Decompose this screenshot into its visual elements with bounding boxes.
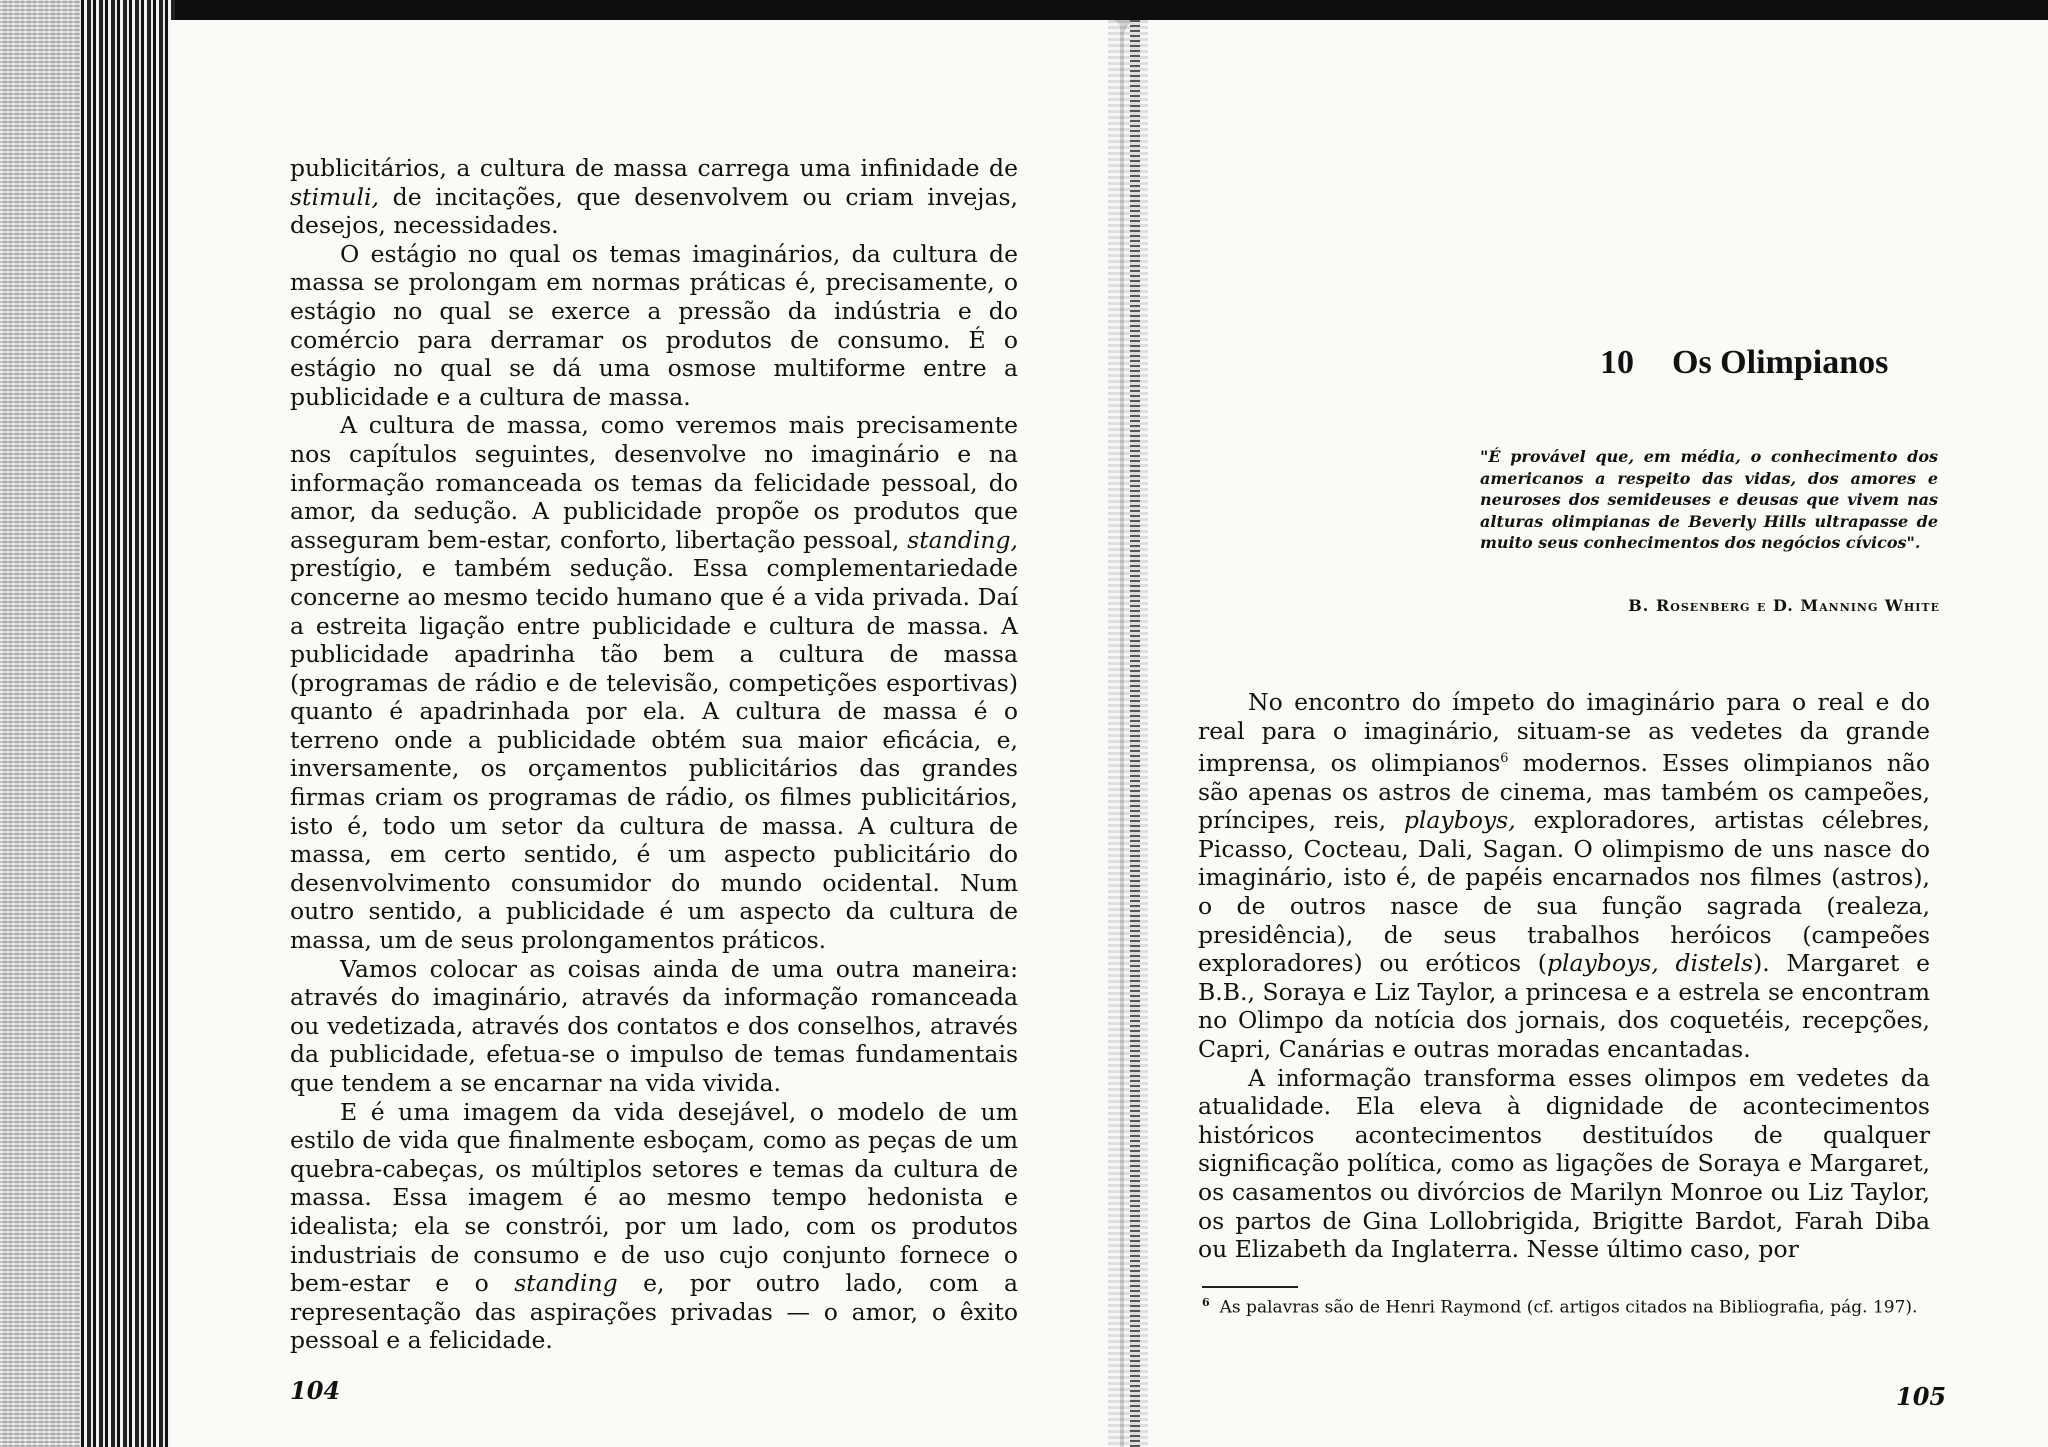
chapter-number: 10 bbox=[1600, 344, 1634, 381]
paragraph bbox=[1198, 688, 1930, 1064]
text-run: modernos. Esses olimpianos não são apenas os astros de cinema, mas também os campeões, príncipes, reis, bbox=[1198, 749, 1930, 835]
page-number-left: 104 bbox=[290, 1376, 341, 1405]
text-run: publicitários, a cultura de massa carrega uma infinidade de bbox=[290, 154, 1018, 182]
book-gutter bbox=[1108, 20, 1148, 1447]
footnote-text: As palavras são de Henri Raymond (cf. artigos citados na Bibliografia, pág. 197). bbox=[1219, 1297, 1918, 1318]
italic-text: standing bbox=[514, 1269, 618, 1298]
italic-text: playboys, bbox=[1403, 806, 1516, 835]
text-run: O estágio no qual os temas imaginários, da cultura de massa se prolongam em normas práticas é, precisamente, o estágio no qual se exerce a pressão da indústria e do comércio para derramar os produtos de consumo. É o estágio no qual se dá uma osmose multiforme entre a publicidade e a cultura de massa. bbox=[290, 239, 1018, 411]
paragraph bbox=[1198, 1064, 1930, 1264]
text-run: E é uma imagem da vida desejável, o modelo de um estilo de vida que finalmente esboçam, como as peças de um quebra-cabeças, os múltiplos setores e temas da cultura de massa. Essa imagem é ao mesmo tempo hedonista e idealista; ela se constrói, por um lado, com os produtos industriais de consumo e de uso cujo conjunto fornece o bem-estar e o bbox=[290, 1097, 1018, 1298]
footnote-rule bbox=[1202, 1286, 1298, 1288]
italic-text: standing, bbox=[907, 525, 1018, 554]
footnote-ref: 6 bbox=[1500, 751, 1509, 767]
footnote bbox=[1202, 1292, 1934, 1319]
text-run: ). Margaret e B.B., Soraya e Liz Taylor, a princesa e a estrela se encontram no Olimpo da notícia dos jornais, dos coquetéis, recepções, Capri, Canárias e outras moradas encantadas. bbox=[1198, 949, 1931, 1063]
text-run: e, por outro lado, com a representação das aspirações privadas — o amor, o êxito pessoal e a felicidade. bbox=[290, 1269, 1019, 1355]
book-edge-grain bbox=[0, 0, 80, 1447]
left-page-body bbox=[290, 154, 1018, 1355]
text-run: exploradores, artistas célebres, Picasso, Cocteau, Dali, Sagan. O olimpismo de uns nasce do imaginário, isto é, de papéis encarnados nos filmes (astros), o de outros nasce de sua função sagrada (realeza, presidência), de seus trabalhos heróicos (campeões exploradores) ou eróticos ( bbox=[1198, 806, 1930, 978]
paragraph bbox=[290, 411, 1018, 954]
chapter-title: Os Olimpianos bbox=[1672, 344, 1889, 381]
footnote-marker: 6 bbox=[1202, 1296, 1210, 1309]
text-run: prestígio, e também sedução. Essa complementariedade concerne ao mesmo tecido humano que é a vida privada. Daí a estreita ligação entre publicidade e cultura de massa. A publicidade apadrinha tão bem a cultura de massa (programas de rádio e de televisão, competições esportivas) quanto é apadrinhada por ela. A cultura de massa é o terreno onde a publicidade obtém sua maior eficácia, e, inversamente, os orçamentos publicitários das grandes firmas criam os programas de rádio, os filmes publicitários, isto é, todo um setor da cultura de massa. A cultura de massa, em certo sentido, é um aspecto publicitário do desenvolvimento consumidor do mundo ocidental. Num outro sentido, a publicidade é um aspecto da cultura de massa, um de seus prolongamentos práticos. bbox=[290, 554, 1018, 955]
book-edge-left bbox=[0, 0, 175, 1447]
italic-text: playboys, distels bbox=[1546, 949, 1754, 978]
epigraph: "É provável que, em média, o conhecimento dos americanos a respeito das vidas, dos amores e neuroses dos semideuses e deusas que vivem nas alturas olimpianas de Beverly Hills ultrapasse de muito seus conhecimentos dos negócios cívicos". bbox=[1480, 447, 1938, 553]
page-number-right: 105 bbox=[1896, 1382, 1947, 1411]
text-run: de incitações, que desenvolvem ou criam invejas, desejos, necessidades. bbox=[290, 182, 1018, 240]
text-run: A informação transforma esses olimpos em vedetes da atualidade. Ela eleva à dignidade de acontecimentos históricos acontecimentos destituídos de qualquer significação política, como as ligações de Soraya e Margaret, os casamentos ou divórcios de Marilyn Monroe ou Liz Taylor, os partos de Gina Lollobrigida, Brigitte Bardot, Farah Diba ou Elizabeth da Inglaterra. Nesse último caso, por bbox=[1198, 1063, 1930, 1264]
paragraph bbox=[290, 240, 1018, 412]
chapter-heading bbox=[1600, 344, 1940, 382]
book-gutter-shadow bbox=[1130, 20, 1140, 1447]
text-run: Vamos colocar as coisas ainda de uma outra maneira: através do imaginário, através da informação romanceada ou vedetizada, através dos contatos e dos conselhos, através da publicidade, efetua-se o impulso de temas fundamentais que tendem a se encarnar na vida vivida. bbox=[290, 954, 1018, 1097]
right-page-body bbox=[1198, 688, 1930, 1264]
epigraph-author: B. Rosenberg e D. Manning White bbox=[1628, 596, 1940, 615]
paragraph bbox=[290, 1098, 1018, 1355]
italic-text: stimuli, bbox=[290, 182, 379, 211]
paragraph bbox=[290, 154, 1018, 240]
paragraph bbox=[290, 955, 1018, 1098]
text-run: A cultura de massa, como veremos mais precisamente nos capítulos seguintes, desenvolve no imaginário e na informação romanceada os temas da felicidade pessoal, do amor, da sedução. A publicidade propõe os produtos que asseguram bem-estar, conforto, libertação pessoal, bbox=[290, 411, 1018, 554]
text-run: No encontro do ímpeto do imaginário para o real e do real para o imaginário, situam-se as vedetes da grande imprensa, os olimpianos bbox=[1198, 688, 1930, 778]
